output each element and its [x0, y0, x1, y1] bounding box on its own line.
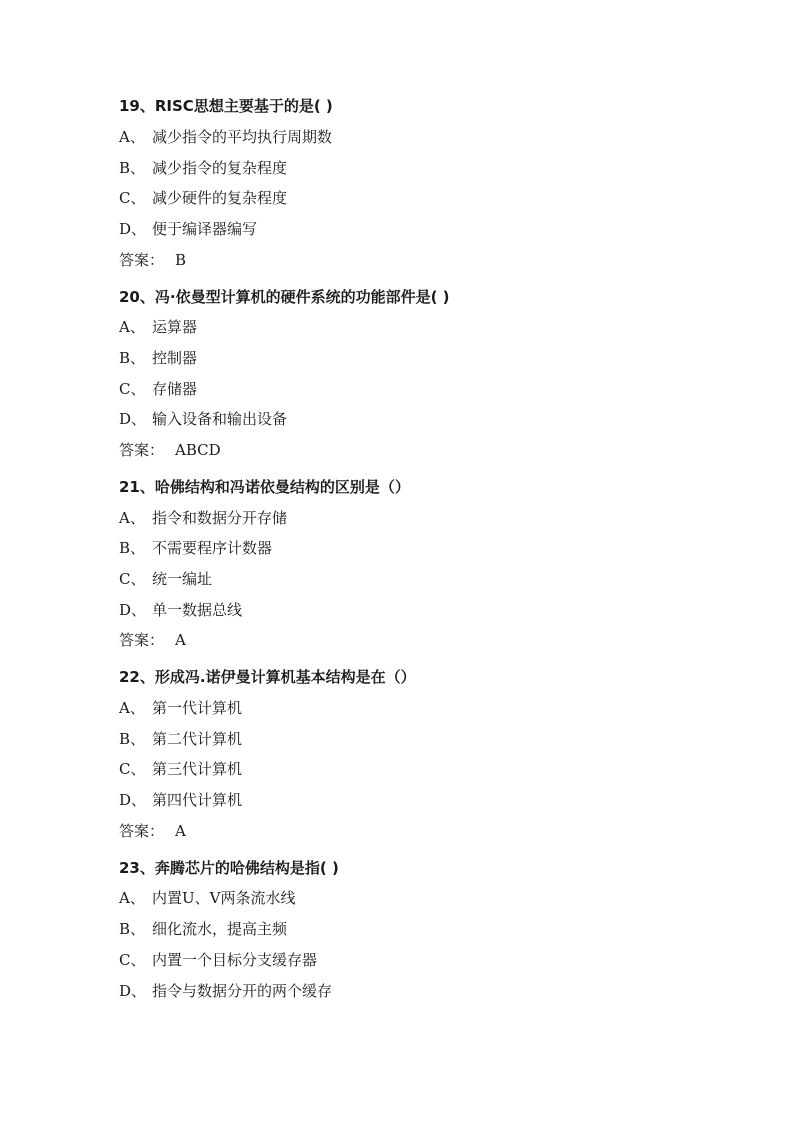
option-letter: B、 — [119, 539, 146, 557]
answer-row — [119, 250, 186, 270]
option-text: 便于编译器编写 — [152, 220, 258, 238]
option-row — [119, 348, 197, 368]
answer-label: 答案： — [119, 822, 165, 840]
answer-row — [119, 630, 186, 650]
option-text: 统一编址 — [152, 570, 213, 588]
answer-label: 答案： — [119, 441, 165, 459]
option-letter: A、 — [119, 509, 145, 527]
option-text: 减少硬件的复杂程度 — [152, 189, 288, 207]
option-letter: C、 — [119, 189, 146, 207]
answer-label: 答案： — [119, 631, 165, 649]
option-text: 不需要程序计数器 — [152, 539, 273, 557]
option-row — [119, 317, 197, 337]
option-letter: C、 — [119, 951, 146, 969]
option-row — [119, 790, 242, 810]
option-text: 控制器 — [152, 349, 198, 367]
question-title: 23、奔腾芯片的哈佛结构是指( ) — [119, 859, 339, 877]
option-text: 减少指令的平均执行周期数 — [152, 128, 333, 146]
option-row — [119, 600, 242, 620]
option-text: 指令与数据分开的两个缓存 — [152, 982, 333, 1000]
option-row — [119, 508, 287, 528]
option-letter: A、 — [119, 699, 145, 717]
option-letter: D、 — [119, 982, 147, 1000]
option-row — [119, 919, 287, 939]
option-row — [119, 379, 197, 399]
question-title: 22、形成冯.诺伊曼计算机基本结构是在（） — [119, 668, 416, 686]
option-text: 第四代计算机 — [152, 791, 243, 809]
option-row — [119, 698, 242, 718]
option-text: 内置一个目标分支缓存器 — [152, 951, 318, 969]
option-letter: D、 — [119, 791, 147, 809]
option-row — [119, 950, 317, 970]
option-letter: A、 — [119, 889, 145, 907]
answer-value: A — [175, 822, 186, 840]
option-text: 第三代计算机 — [152, 760, 243, 778]
option-text: 运算器 — [152, 318, 198, 336]
option-letter: B、 — [119, 349, 146, 367]
option-text: 减少指令的复杂程度 — [152, 159, 288, 177]
option-letter: A、 — [119, 318, 145, 336]
option-row — [119, 538, 272, 558]
question-title: 20、冯·依曼型计算机的硬件系统的功能部件是( ) — [119, 288, 450, 306]
option-row — [119, 759, 242, 779]
option-row — [119, 219, 257, 239]
option-text: 输入设备和输出设备 — [152, 410, 288, 428]
option-letter: C、 — [119, 380, 146, 398]
option-letter: A、 — [119, 128, 145, 146]
option-letter: B、 — [119, 920, 146, 938]
answer-value: B — [175, 251, 187, 269]
option-letter: B、 — [119, 159, 146, 177]
option-letter: B、 — [119, 730, 146, 748]
option-row — [119, 158, 287, 178]
option-letter: D、 — [119, 220, 147, 238]
option-text: 存储器 — [152, 380, 198, 398]
option-row — [119, 569, 212, 589]
option-text: 指令和数据分开存储 — [152, 509, 288, 527]
option-letter: D、 — [119, 601, 147, 619]
option-text: 第一代计算机 — [152, 699, 243, 717]
answer-row — [119, 440, 221, 460]
answer-row — [119, 821, 186, 841]
option-row — [119, 729, 242, 749]
option-letter: C、 — [119, 570, 146, 588]
answer-label: 答案： — [119, 251, 165, 269]
option-text: 单一数据总线 — [152, 601, 243, 619]
question-title: 19、RISC思想主要基于的是( ) — [119, 97, 333, 115]
option-row — [119, 888, 295, 908]
option-row — [119, 127, 332, 147]
option-row — [119, 188, 287, 208]
option-row — [119, 981, 332, 1001]
option-letter: C、 — [119, 760, 146, 778]
option-text: 细化流水，提高主频 — [152, 920, 288, 938]
answer-value: A — [175, 631, 186, 649]
option-text: 第二代计算机 — [152, 730, 243, 748]
question-title: 21、哈佛结构和冯诺依曼结构的区别是（） — [119, 478, 410, 496]
option-letter: D、 — [119, 410, 147, 428]
answer-value: ABCD — [175, 441, 221, 459]
option-text: 内置U、V两条流水线 — [152, 889, 296, 907]
option-row — [119, 409, 287, 429]
